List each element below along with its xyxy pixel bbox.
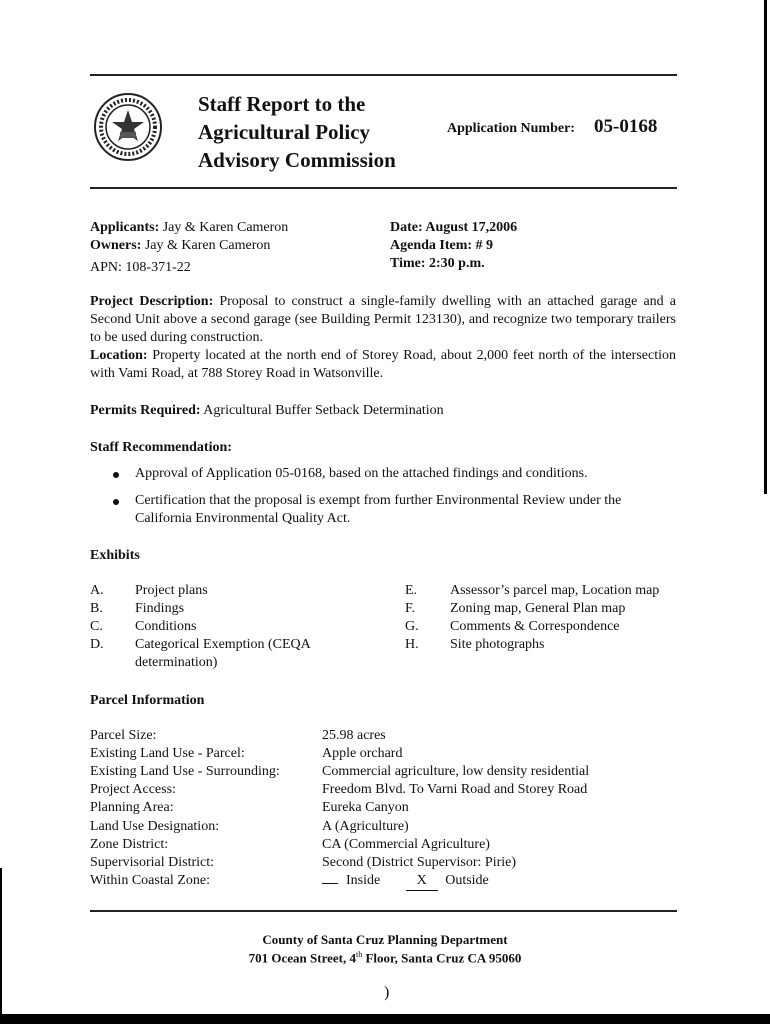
page-mark: ) — [384, 984, 390, 1001]
apn-value: 108-371-22 — [125, 260, 191, 275]
application-number-label: Application Number: — [447, 121, 575, 136]
footer-address-start: 701 Ocean Street, 4 — [248, 950, 356, 966]
exhibit-letter: F. — [405, 601, 416, 616]
date-line — [390, 219, 517, 237]
parcel-label: Supervisorial District: — [90, 855, 215, 870]
location-text: Property located at the north end of Storey Road, about 2,000 feet north of the intersection with Vami Road, at 788 Storey Road in Watsonville. — [90, 348, 676, 381]
footer-address-superscript: th — [355, 950, 363, 959]
footer-address — [0, 950, 770, 966]
parcel-label: Existing Land Use - Surrounding: — [90, 764, 280, 779]
apn-label: APN: — [90, 260, 122, 275]
scan-edge-bottom — [0, 1014, 770, 1024]
parcel-label: Project Access: — [90, 782, 176, 797]
staff-recommendation-heading: Staff Recommendation: — [90, 440, 232, 455]
permits-line — [90, 402, 444, 420]
parcel-label: Zone District: — [90, 837, 169, 852]
parcel-label: Within Coastal Zone: — [90, 873, 210, 888]
parcel-value: Second (District Supervisor: Pirie) — [322, 855, 517, 870]
title-line: Staff Report to the — [198, 92, 366, 116]
exhibit-letter: A. — [90, 583, 104, 598]
agenda-label: Agenda Item: — [390, 238, 473, 253]
footer-rule — [90, 910, 677, 912]
time-value: 2:30 p.m. — [429, 256, 485, 271]
agenda-line — [390, 237, 493, 255]
parcel-value: Apple orchard — [322, 746, 403, 761]
time-label: Time: — [390, 256, 426, 271]
footer-address-end: Floor, Santa Cruz CA 95060 — [362, 950, 522, 966]
exhibit-text: Zoning map, General Plan map — [450, 601, 626, 616]
location-label: Location: — [90, 348, 148, 363]
exhibit-letter: D. — [90, 637, 104, 652]
exhibit-text: determination) — [135, 655, 218, 670]
parcel-label: Land Use Designation: — [90, 819, 220, 834]
parcel-label: Parcel Size: — [90, 728, 157, 743]
coastal-zone-value — [322, 872, 489, 891]
parcel-value: Commercial agriculture, low density residential — [322, 764, 590, 779]
exhibit-letter: H. — [405, 637, 419, 652]
location — [90, 347, 676, 383]
footer-department: County of Santa Cruz Planning Department — [262, 932, 508, 947]
parcel-info-heading: Parcel Information — [90, 693, 205, 708]
date-value: August 17,2006 — [425, 220, 518, 235]
parcel-value: Eureka Canyon — [322, 800, 409, 815]
county-seal-icon — [93, 92, 163, 162]
exhibits-right — [405, 582, 675, 662]
coastal-inside-label: Inside — [346, 873, 381, 888]
recommendation-item — [113, 465, 673, 483]
exhibits-left — [90, 582, 390, 682]
coastal-outside-label: Outside — [445, 873, 489, 888]
owners-value: Jay & Karen Cameron — [144, 238, 271, 253]
project-description-text: Proposal to construct a single-family dwelling with an attached garage and a Second Unit above a second garage (see Building Permit 123130), and recognize two temporary trailers to be used during construction. — [90, 294, 677, 345]
recommendation-item — [113, 492, 673, 528]
permits-value: Agricultural Buffer Setback Determination — [203, 403, 444, 418]
exhibit-letter: B. — [90, 601, 103, 616]
exhibit-text: Categorical Exemption (CEQA — [135, 637, 311, 652]
exhibit-letter: E. — [405, 583, 418, 598]
project-description-label: Project Description: — [90, 294, 214, 309]
exhibit-text: Comments & Correspondence — [450, 619, 620, 634]
header-bottom-rule — [90, 187, 677, 189]
bullet-icon — [113, 472, 119, 478]
parcel-value: CA (Commercial Agriculture) — [322, 837, 490, 852]
parcel-value: A (Agriculture) — [322, 819, 409, 834]
inside-checkmark-blank — [322, 883, 338, 884]
title-line: Agricultural Policy — [198, 120, 371, 144]
permits-label: Permits Required: — [90, 403, 201, 418]
application-number: 05-0168 — [594, 116, 658, 137]
exhibit-text: Findings — [135, 601, 185, 616]
applicants-value: Jay & Karen Cameron — [162, 220, 289, 235]
parcel-value: Freedom Blvd. To Varni Road and Storey Road — [322, 782, 588, 797]
owners-line — [90, 237, 270, 255]
report-title — [198, 90, 396, 174]
header-top-rule — [90, 74, 677, 76]
exhibit-text: Assessor’s parcel map, Location map — [450, 583, 660, 598]
owners-label: Owners: — [90, 238, 142, 253]
applicants-line — [90, 219, 288, 237]
parcel-value: 25.98 acres — [322, 728, 386, 743]
exhibit-text: Project plans — [135, 583, 208, 598]
exhibit-text: Conditions — [135, 619, 197, 634]
title-line: Advisory Commission — [198, 148, 396, 172]
recommendation-text: Certification that the proposal is exempt from further Environmental Review under the California Environmental Quality Act. — [135, 493, 622, 526]
recommendation-text: Approval of Application 05-0168, based on the attached findings and conditions. — [135, 466, 588, 481]
agenda-value: # 9 — [475, 238, 494, 253]
parcel-label: Existing Land Use - Parcel: — [90, 746, 245, 761]
exhibit-letter: C. — [90, 619, 103, 634]
project-description — [90, 293, 676, 347]
outside-checkmark: X — [406, 872, 438, 891]
exhibit-text: Site photographs — [450, 637, 545, 652]
exhibit-letter: G. — [405, 619, 419, 634]
scan-edge-right — [764, 0, 767, 494]
applicants-label: Applicants: — [90, 220, 160, 235]
bullet-icon — [113, 499, 119, 505]
apn-line — [90, 259, 191, 277]
time-line — [390, 255, 485, 273]
parcel-label: Planning Area: — [90, 800, 174, 815]
date-label: Date: — [390, 220, 423, 235]
exhibits-heading: Exhibits — [90, 548, 140, 563]
